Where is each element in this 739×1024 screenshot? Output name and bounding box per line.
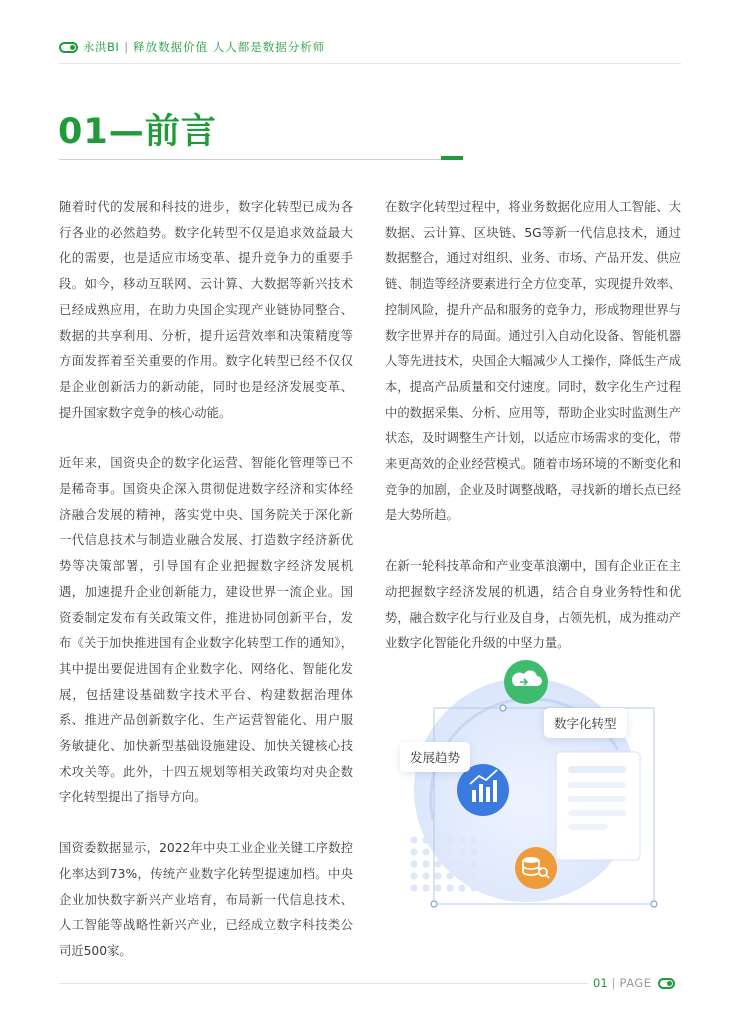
title-accent-bar — [441, 156, 463, 160]
frame-node — [431, 901, 437, 907]
paragraph: 随着时代的发展和科技的进步，数字化转型已成为各行各业的必然趋势。数字化转型不仅是追求效益最大化的需要，也是适应市场变革、提升竞争力的重要手段。如今，移动互联网、云计算、大数据等新兴技术已经成熟应用，在助力央国企实现产业链协同整合、数据的共享利用、分析，提升运营效率和决策精度等方面发挥着至关重要的作用。数字化转型已经不仅仅是企业创新活力的新动能，同时也是经济发展变革、提升国家数字竞争的核心动能。 — [59, 200, 353, 420]
illustration-graphic — [398, 660, 668, 910]
database-search-icon — [515, 847, 557, 889]
page-footer — [593, 976, 675, 990]
cloud-data-icon — [504, 660, 548, 704]
header-separator: | — [124, 40, 129, 54]
header-divider — [59, 63, 681, 64]
toggle-logo-icon — [59, 42, 78, 53]
section-title: 01—前言 — [58, 112, 217, 152]
page-label: PAGE — [619, 976, 652, 990]
page-number: 01 — [593, 976, 608, 990]
paragraph: 在数字化转型过程中，将业务数据化应用人工智能、大数据、云计算、区块链、5G等新一代信息技术，通过数据整合，通过对组织、业务、市场、产品开发、供应链、制造等经济要素进行全方位变革，实现提升效率、控制风险，提升产品和服务的竞争力，形成物理世界与数字世界并存的局面。通过引入自动化设备、智能机器人等先进技术，央国企大幅减少人工操作，降低生产成本，提高产品质量和交付速度。同时，数字化生产过程中的数据采集、分析、应用等，帮助企业实时监测生产状态，及时调整生产计划，以适应市场需求的变化，带来更高效的企业经营模式。随着市场环境的不断变化和竞争的加剧，企业及时调整战略，寻找新的增长点已经是大势所趋。 — [385, 200, 681, 523]
right-column — [385, 195, 681, 682]
toggle-logo-icon — [658, 978, 675, 989]
brand-name: 永洪BI — [83, 40, 120, 54]
frame-node — [651, 901, 657, 907]
label-development-trend: 发展趋势 — [400, 742, 470, 772]
label-digital-transformation: 数字化转型 — [544, 708, 627, 738]
footer-divider — [59, 983, 588, 984]
footer-separator: | — [611, 976, 616, 990]
document-icon — [556, 752, 640, 860]
left-column — [59, 195, 353, 990]
title-underline — [59, 159, 463, 160]
page-header — [59, 37, 325, 57]
frame-node — [500, 705, 506, 711]
paragraph: 在新一轮科技革命和产业变革浪潮中，国有企业正在主动把握数字经济发展的机遇，结合自身业务特性和优势，融合数字化与行业及自身，占领先机，成为推动产业数字化智能化升级的中坚力量。 — [385, 559, 681, 651]
digital-transformation-illustration — [398, 660, 668, 910]
paragraph: 国资委数据显示，2022年中央工业企业关键工序数控化率达到73%，传统产业数字化转型提速加档。中央企业加快数字新兴产业培育，布局新一代信息技术、人工智能等战略性新兴产业，已经成立数字科技类公司近500家。 — [59, 841, 353, 958]
header-slogan: 释放数据价值 人人都是数据分析师 — [133, 40, 326, 54]
paragraph: 近年来，国资央企的数字化运营、智能化管理等已不是稀奇事。国资央企深入贯彻促进数字经济和实体经济融合发展的精神，落实党中央、国务院关于深化新一代信息技术与制造业融合发展、打造数字经济新优势等决策部署，引导国有企业把握数字经济发展机遇，加速提升企业创新能力，建设世界一流企业。国资委制定发布有关政策文件，推进协同创新平台，发布《关于加快推进国有企业数字化转型工作的通知》，其中提出要促进国有企业数字化、网络化、智能化发展，包括建设基础数字技术平台、构建数据治理体系、推进产品创新数字化、生产运营智能化、用户服务敏捷化、加快新型基础设施建设、加快关键核心技术攻关等。此外，十四五规划等相关政策均对央企数字化转型提出了指导方向。 — [59, 456, 353, 805]
